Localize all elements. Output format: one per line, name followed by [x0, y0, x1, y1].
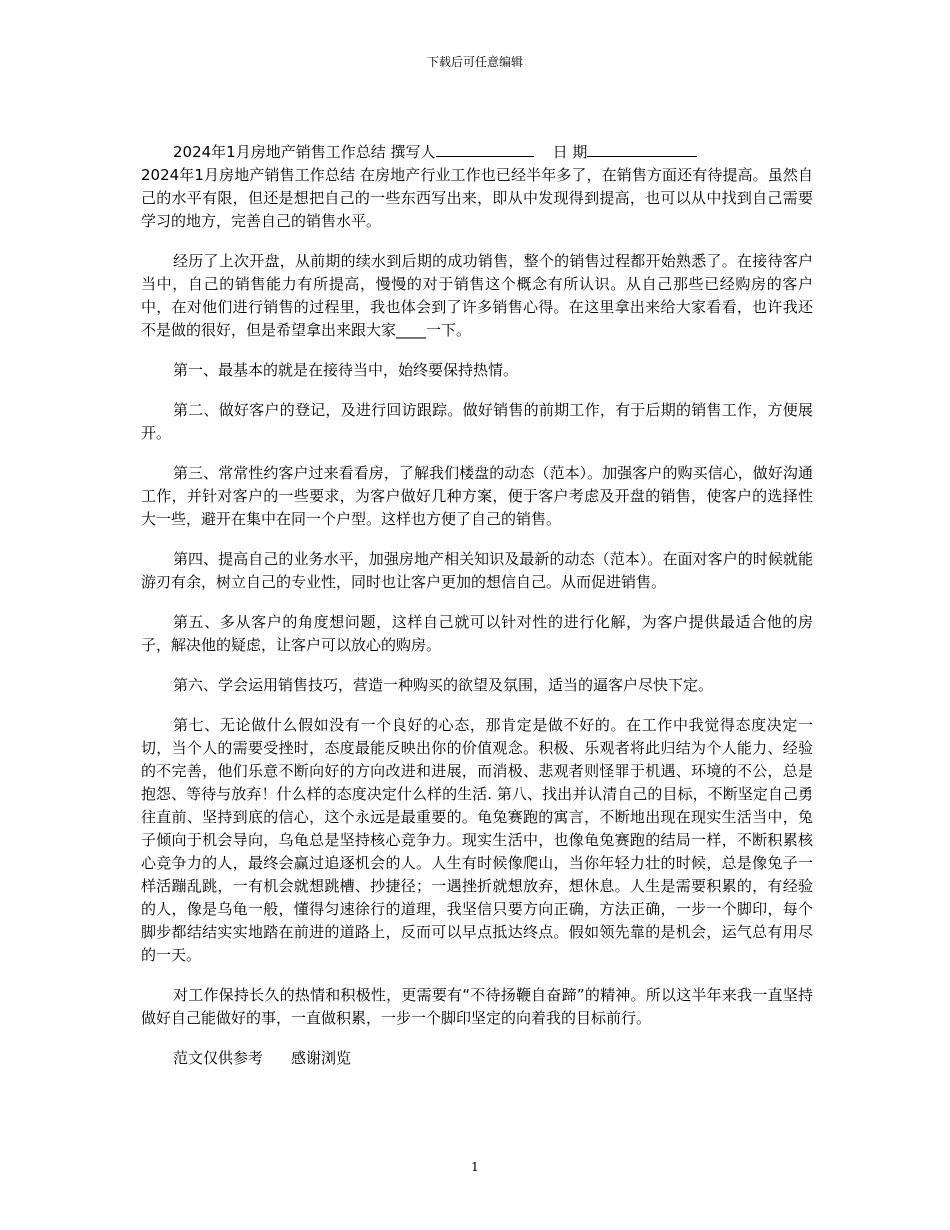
intro-title: 2024年1月房地产销售工作总结 撰写人	[173, 143, 436, 161]
paragraph-1: 经历了上次开盘，从前期的续水到后期的成功销售，整个的销售过程都开始熟悉了。在接待客户当中，自己的销售能力有所提高，慢慢的对于销售这个概念有所认识。从自己那些已经购房的客户中，在对他们进行销售的过程里，我也体会到了许多销售心得。在这里拿出来给大家看看，也许我还不是做的很好，但是希望拿出来跟大家____一下。	[141, 252, 813, 339]
paragraph-2: 第一、最基本的就是在接待当中，始终要保持热情。	[173, 361, 519, 379]
paragraph-3: 第二、做好客户的登记，及进行回访跟踪。做好销售的前期工作，有于后期的销售工作，方便展开。	[141, 401, 813, 442]
paragraph-4: 第三、常常性约客户过来看看房，了解我们楼盘的动态（范本）。加强客户的购买信心，做好沟通工作，并针对客户的一些要求，为客户做好几种方案，便于客户考虑及开盘的销售，使客户的选择性大一些，避开在集中在同一个户型。这样也方便了自己的销售。	[141, 464, 813, 528]
page-number: 1	[471, 1160, 479, 1174]
author-blank	[436, 140, 534, 157]
document-body	[141, 140, 813, 1087]
closing-left: 范文仅供参考	[173, 1049, 264, 1067]
paragraph-5: 第四、提高自己的业务水平，加强房地产相关知识及最新的动态（范本）。在面对客户的时候就能游刃有余，树立自己的专业性，同时也让客户更加的想信自己。从而促进销售。	[141, 550, 813, 591]
date-blank	[587, 140, 697, 157]
intro-title-line	[141, 140, 813, 164]
closing-line	[141, 1047, 813, 1070]
intro-text: 2024年1月房地产销售工作总结 在房地产行业工作也已经半年多了，在销售方面还有待提高。虽然自己的水平有限，但还是想把自己的一些东西写出来，即从中发现得到提高，也可以从中找到自己需要学习的地方，完善自己的销售水平。	[141, 166, 813, 230]
page-header-note: 下载后可任意编辑	[426, 55, 523, 69]
closing-right: 感谢浏览	[291, 1049, 352, 1067]
paragraph-8: 第七、无论做什么假如没有一个良好的心态，那肯定是做不好的。在工作中我觉得态度决定一切，当个人的需要受挫时，态度最能反映出你的价值观念。积极、乐观者将此归结为个人能力、经验的不完善，他们乐意不断向好的方向改进和进展，而消极、悲观者则怪罪于机遇、环境的不公，总是抱怨、等待与放弃！什么样的态度决定什么样的生活. 第八、找出并认清自己的目标，不断坚定自己勇往直前、坚持到底的信心，这个永远是最重要的。龟兔赛跑的寓言，不断地出现在现实生活当中，兔子倾向于机会导向，乌龟总是坚持核心竞争力。现实生活中，也像龟兔赛跑的结局一样，不断积累核心竞争力的人，最终会赢过追逐机会的人。人生有时候像爬山，当你年轻力壮的时候，总是像兔子一样活蹦乱跳，一有机会就想跳槽、抄捷径；一遇挫折就想放弃，想休息。人生是需要积累的，有经验的人，像是乌龟一般，懂得匀速徐行的道理，我坚信只要方向正确，方法正确，一步一个脚印，每个脚步都结结实实地踏在前进的道路上，反而可以早点抵达终点。假如领先靠的是机会，运气总有用尽的一天。	[141, 716, 813, 964]
date-label: 日 期	[552, 143, 588, 161]
paragraph-9: 对工作保持长久的热情和积极性，更需要有“不待扬鞭自奋蹄”的精神。所以这半年来我一直坚持做好自己能做好的事，一直做积累，一步一个脚印坚定的向着我的目标前行。	[141, 986, 813, 1027]
paragraph-6: 第五、多从客户的角度想问题，这样自己就可以针对性的进行化解，为客户提供最适合他的房子，解决他的疑虑，让客户可以放心的购房。	[141, 613, 813, 654]
intro-paragraph	[141, 140, 813, 233]
paragraph-7: 第六、学会运用销售技巧，营造一种购买的欲望及氛围，适当的逼客户尽快下定。	[173, 676, 714, 694]
